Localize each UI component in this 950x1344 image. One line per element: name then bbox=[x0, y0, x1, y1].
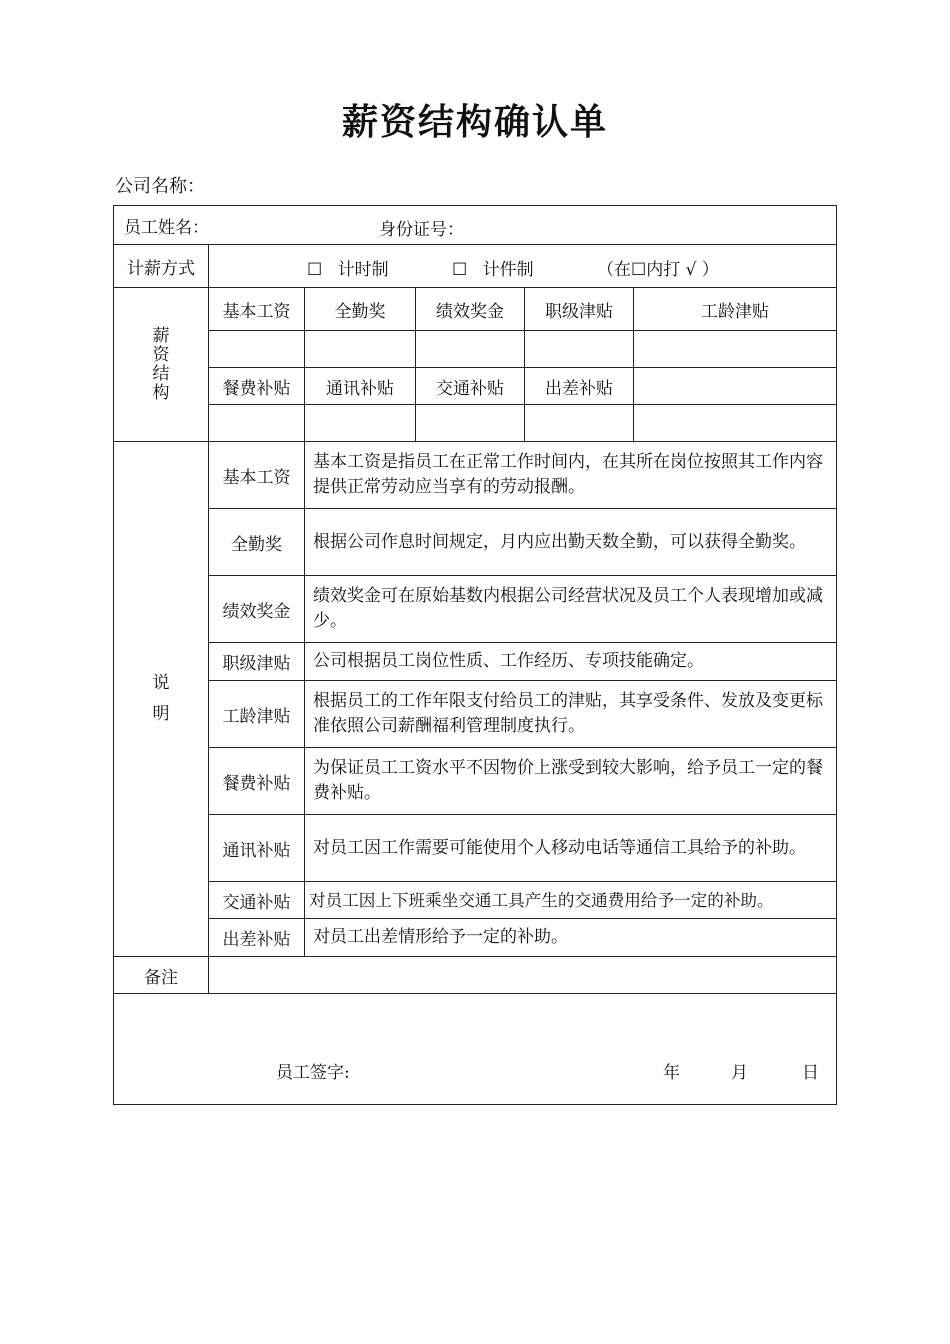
piece-rate-checkbox[interactable] bbox=[452, 255, 534, 280]
explanation-item-name: 出差补贴 bbox=[209, 919, 305, 957]
explanation-item-name: 交通补贴 bbox=[209, 882, 305, 919]
remarks-row bbox=[114, 957, 837, 994]
checkbox-icon: ☐ bbox=[307, 260, 323, 280]
structure-header-row-2 bbox=[114, 368, 837, 405]
pay-method-label: 计薪方式 bbox=[114, 245, 209, 288]
explanation-item-name: 职级津贴 bbox=[209, 643, 305, 681]
structure-item: 职级津贴 bbox=[525, 288, 634, 331]
explanation-item-name: 绩效奖金 bbox=[209, 576, 305, 643]
explanation-item-name: 基本工资 bbox=[209, 442, 305, 509]
structure-value-row-1 bbox=[114, 331, 837, 368]
structure-item: 全勤奖 bbox=[305, 288, 416, 331]
structure-item: 餐费补贴 bbox=[209, 368, 305, 405]
explanation-item-name: 通讯补贴 bbox=[209, 815, 305, 882]
explanation-item-text: 公司根据员工岗位性质、工作经历、专项技能确定。 bbox=[305, 643, 837, 681]
explanation-item-text: 基本工资是指员工在正常工作时间内，在其所在岗位按照其工作内容提供正常劳动应当享有的劳动报酬。 bbox=[305, 442, 837, 509]
structure-value-cell[interactable] bbox=[634, 405, 837, 442]
structure-item: 通讯补贴 bbox=[305, 368, 416, 405]
explanation-item-name: 餐费补贴 bbox=[209, 748, 305, 815]
explanation-label-cell bbox=[114, 442, 209, 957]
signature-year-label: 年 bbox=[663, 1063, 680, 1083]
structure-value-cell[interactable] bbox=[305, 331, 416, 368]
explanation-item-text: 绩效奖金可在原始基数内根据公司经营状况及员工个人表现增加或减少。 bbox=[305, 576, 837, 643]
signature-month-label: 月 bbox=[731, 1063, 748, 1083]
page-title: 薪资结构确认单 bbox=[341, 102, 608, 143]
signature-row bbox=[114, 994, 837, 1105]
structure-item: 工龄津贴 bbox=[634, 288, 837, 331]
explanation-row bbox=[114, 509, 837, 576]
structure-value-row-2 bbox=[114, 405, 837, 442]
explanation-row bbox=[114, 643, 837, 681]
remarks-label: 备注 bbox=[114, 957, 209, 994]
structure-item: 出差补贴 bbox=[525, 368, 634, 405]
explanation-row bbox=[114, 882, 837, 919]
explanation-item-text: 为保证员工工资水平不因物价上涨受到较大影响，给予员工一定的餐费补贴。 bbox=[305, 748, 837, 815]
explanation-row bbox=[114, 576, 837, 643]
structure-label: 薪资结构 bbox=[152, 325, 170, 403]
explanation-item-text: 根据公司作息时间规定，月内应出勤天数全勤，可以获得全勤奖。 bbox=[305, 509, 837, 576]
checkbox-instruction: （在☐内打 √ ） bbox=[597, 260, 719, 280]
signature-day-label: 日 bbox=[802, 1063, 819, 1083]
structure-value-cell[interactable] bbox=[416, 331, 525, 368]
structure-item: 基本工资 bbox=[209, 288, 305, 331]
hourly-option-label: 计时制 bbox=[337, 260, 389, 280]
structure-value-cell[interactable] bbox=[525, 405, 634, 442]
piece-rate-option-label: 计件制 bbox=[482, 260, 534, 280]
structure-header-row-1 bbox=[114, 288, 837, 331]
structure-value-cell[interactable] bbox=[525, 331, 634, 368]
checkbox-icon: ☐ bbox=[452, 260, 468, 280]
explanation-row bbox=[114, 919, 837, 957]
explanation-item-text: 对员工因上下班乘坐交通工具产生的交通费用给予一定的补助。 bbox=[305, 882, 837, 919]
explanation-item-text: 对员工因工作需要可能使用个人移动电话等通信工具给予的补助。 bbox=[305, 815, 837, 882]
explanation-item-text: 根据员工的工作年限支付给员工的津贴，其享受条件、发放及变更标准依照公司薪酬福利管理制度执行。 bbox=[305, 681, 837, 748]
structure-label-cell bbox=[114, 288, 209, 442]
id-number-label: 身份证号： bbox=[379, 220, 464, 240]
signature-area[interactable] bbox=[114, 994, 836, 1104]
explanation-item-name: 全勤奖 bbox=[209, 509, 305, 576]
structure-item: 交通补贴 bbox=[416, 368, 525, 405]
structure-value-cell[interactable] bbox=[209, 331, 305, 368]
explanation-label: 说明 bbox=[152, 673, 170, 724]
structure-empty-cell bbox=[634, 368, 837, 405]
employee-name-label: 员工姓名： bbox=[124, 217, 209, 238]
structure-value-cell[interactable] bbox=[634, 331, 837, 368]
company-name-label: 公司名称： bbox=[115, 176, 205, 197]
explanation-row bbox=[114, 442, 837, 509]
explanation-row bbox=[114, 748, 837, 815]
structure-value-cell[interactable] bbox=[209, 405, 305, 442]
employee-info-row bbox=[114, 206, 837, 245]
pay-method-row bbox=[114, 245, 837, 288]
explanation-row bbox=[114, 815, 837, 882]
structure-item: 绩效奖金 bbox=[416, 288, 525, 331]
structure-value-cell[interactable] bbox=[305, 405, 416, 442]
explanation-item-name: 工龄津贴 bbox=[209, 681, 305, 748]
salary-form-table bbox=[113, 205, 837, 1105]
explanation-row bbox=[114, 681, 837, 748]
structure-value-cell[interactable] bbox=[416, 405, 525, 442]
signature-label: 员工签字: bbox=[276, 1063, 350, 1083]
hourly-checkbox[interactable] bbox=[307, 255, 389, 280]
explanation-item-text: 对员工出差情形给予一定的补助。 bbox=[305, 919, 837, 957]
remarks-input[interactable] bbox=[209, 957, 837, 994]
